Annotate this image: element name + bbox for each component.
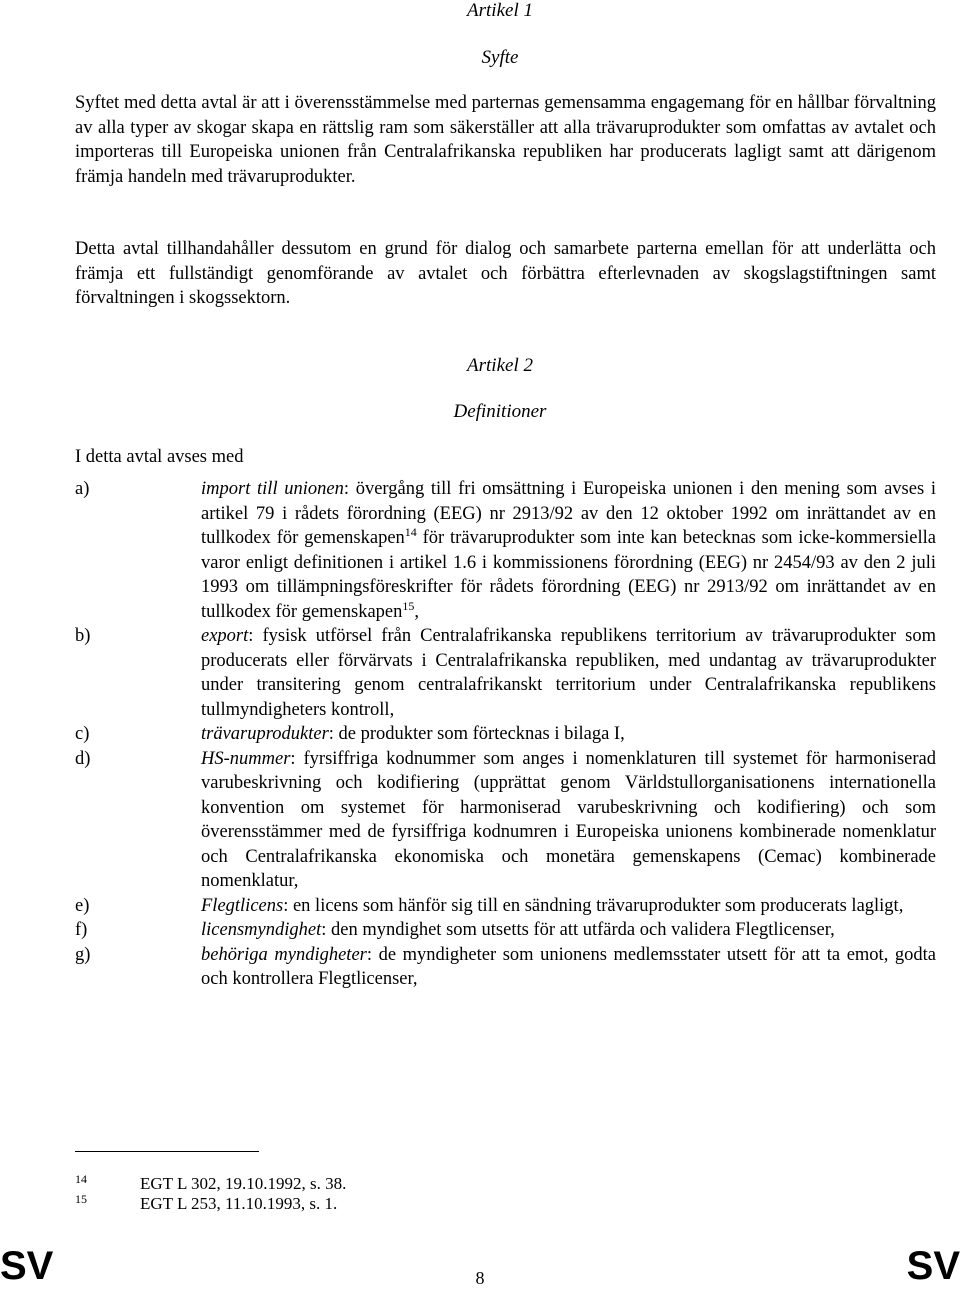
definition-item <box>75 477 936 624</box>
definition-body: : övergång till fri omsättning i Europeiska unionen i den mening som avses i artikel 79 i rådets förordning (EEG) nr 2913/92 av den 12 oktober 1992 om inrättandet av en tullkodex för gemenskapen <box>201 479 936 548</box>
article-2-intro: I detta avtal avses med <box>75 447 244 467</box>
definition-item <box>75 918 936 943</box>
definition-marker: f) <box>75 920 88 940</box>
article-2-heading: Artikel 2 <box>467 355 533 376</box>
page-number: 8 <box>475 1268 485 1288</box>
definition-text <box>201 477 936 624</box>
definition-text <box>201 722 936 747</box>
footnote-text: EGT L 253, 11.10.1993, s. 1. <box>140 1194 338 1213</box>
article-2-title: Definitioner <box>453 401 547 422</box>
definition-body: , <box>414 601 420 622</box>
definition-body: : fyrsiffriga kodnummer som anges i nomenklaturen till systemet för harmoniserad varubeskrivning och kodifiering (upprättat genom Världstullorganisationens internationella konvention om systemet för harmoniserad varubeskrivning och kodifiering) och som överensstämmer med de fyrsiffriga kodnumren i Europeiska unionens kombinerade nomenklatur och Centralafrikanska ekonomiska och monetära gemenskapens (Cemac) kombinerade nomenklatur, <box>201 748 936 891</box>
language-code-left: SV <box>0 1244 54 1288</box>
definition-term: HS-nummer <box>201 748 291 769</box>
definition-item <box>75 943 936 992</box>
definition-item <box>75 747 936 894</box>
footnote-ref: 15 <box>402 598 415 613</box>
article-1-title: Syfte <box>481 47 519 68</box>
language-code-right: SV <box>906 1244 960 1288</box>
definition-term: behöriga myndigheter <box>201 944 367 965</box>
definition-text <box>201 894 936 919</box>
footnote-text: EGT L 302, 19.10.1992, s. 38. <box>140 1174 347 1193</box>
footnote-14: 14 EGT L 302, 19.10.1992, s. 38. <box>75 1172 347 1193</box>
article-1-heading: Artikel 1 <box>467 0 533 21</box>
definition-marker: a) <box>75 479 90 499</box>
definition-body: : fysisk utförsel från Centralafrikanska republikens territorium av trävaruprodukter som producerats eller förvärvats i Centralafrikanska republiken, med undantag av trävaruprodukter under transitering genom centralafrikanskt territorium under Centralafrikanska republikens tullmyndigheters kontroll, <box>201 626 936 720</box>
definition-item <box>75 894 936 919</box>
definition-marker: e) <box>75 895 90 916</box>
definition-text <box>201 747 936 894</box>
definition-marker: b) <box>75 626 91 646</box>
definition-body: för trävaruprodukter som inte kan betecknas som icke-kommersiella varor enligt definitionen i artikel 1.6 i kommissionens förordning (EEG) nr 2454/93 av den 2 juli 1993 om tillämpningsföreskrifter för rådets förordning (EEG) nr 2913/92 om inrättandet av en tullkodex för gemenskapen <box>201 528 937 622</box>
article-1-paragraph-2: Detta avtal tillhandahåller dessutom en grund för dialog och samarbete parterna emellan för att underlätta och främja ett fullständigt genomförande av avtalet och förbättra efterlevnaden av skogslagstiftningen samt förvaltningen i skogssektorn. <box>75 239 936 308</box>
definition-term: import till unionen <box>201 479 344 499</box>
footnote-ref: 14 <box>404 525 417 539</box>
footnote-15: 15 EGT L 253, 11.10.1993, s. 1. <box>75 1192 338 1213</box>
definition-marker: d) <box>75 748 91 769</box>
definition-term: export <box>201 626 249 646</box>
definition-body: : den myndighet som utsetts för att utfärda och validera Flegtlicenser, <box>321 920 835 940</box>
definition-body: : de produkter som förtecknas i bilaga I, <box>328 724 625 744</box>
definition-marker: c) <box>75 724 90 744</box>
definition-item <box>75 722 936 747</box>
article-1-paragraph-1: Syftet med detta avtal är att i överensstämmelse med parternas gemensamma engagemang för en hållbar förvaltning av alla typer av skogar skapa en rättslig ram som säkerställer att alla trävaruprodukter som omfattas av avtalet och importeras till Europeiska unionen från Centralafrikanska republiken har producerats lagligt samt att därigenom främja handeln med trävaruprodukter. <box>75 93 936 187</box>
definition-term: trävaruprodukter <box>201 724 329 744</box>
definition-text <box>201 918 936 943</box>
definition-marker: g) <box>75 944 91 965</box>
definition-text <box>201 624 936 722</box>
footnote-divider <box>75 1151 259 1152</box>
definition-text <box>201 943 936 992</box>
definition-term: licensmyndighet <box>201 920 322 940</box>
definition-term: Flegtlicens <box>201 895 284 916</box>
definition-body: : en licens som hänför sig till en sändning trävaruprodukter som producerats lagligt, <box>283 895 904 916</box>
definition-body: : de myndigheter som unionens medlemsstater utsett för att ta emot, godta och kontrollera Flegtlicenser, <box>201 944 936 989</box>
definitions-list <box>75 477 936 992</box>
definition-item <box>75 624 936 722</box>
